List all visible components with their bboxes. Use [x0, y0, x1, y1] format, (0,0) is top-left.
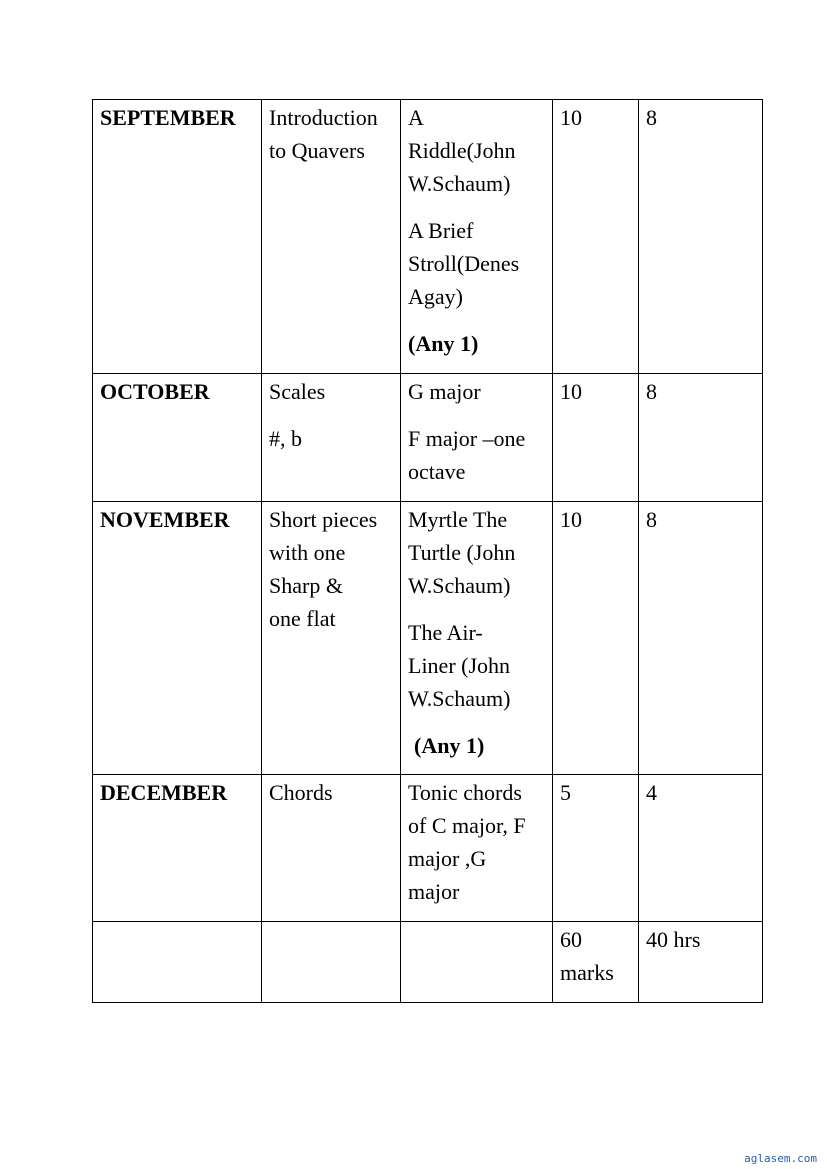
topic-cell — [262, 502, 401, 775]
hours-cell: 8 — [639, 374, 763, 502]
piece-line: octave — [408, 459, 466, 484]
piece-line: major — [408, 879, 460, 904]
month-cell: NOVEMBER — [93, 502, 262, 775]
piece-item — [408, 101, 546, 200]
topic-line: Introduction — [269, 105, 378, 130]
piece-item — [408, 375, 546, 408]
hours-cell: 4 — [639, 775, 763, 922]
any-one-note: (Any 1) — [408, 331, 479, 356]
piece-item — [408, 616, 546, 715]
table-row — [93, 374, 763, 502]
hours-cell: 8 — [639, 100, 763, 374]
topic-line: Chords — [269, 780, 333, 805]
piece-line: F major –one — [408, 426, 526, 451]
table-row — [93, 775, 763, 922]
month-cell: OCTOBER — [93, 374, 262, 502]
topic-cell — [262, 775, 401, 922]
marks-cell: 10 — [553, 100, 639, 374]
piece-item — [408, 422, 546, 488]
empty-cell — [93, 922, 262, 1003]
total-marks-line: marks — [560, 960, 614, 985]
piece-line: major ,G — [408, 846, 487, 871]
piece-line: Riddle(John — [408, 138, 516, 163]
piece-line: A Brief — [408, 218, 474, 243]
syllabus-table — [92, 99, 763, 1003]
table-row — [93, 100, 763, 374]
topic-line: to Quavers — [269, 138, 365, 163]
topic-line: #, b — [269, 426, 302, 451]
piece-line: of C major, F — [408, 813, 526, 838]
pieces-cell — [401, 374, 553, 502]
source-watermark: aglasem.com — [744, 1152, 817, 1165]
piece-line: Turtle (John — [408, 540, 516, 565]
total-hours-cell: 40 hrs — [639, 922, 763, 1003]
marks-cell: 10 — [553, 502, 639, 775]
piece-line: Liner (John — [408, 653, 511, 678]
topic-line: Sharp & — [269, 573, 343, 598]
total-marks-cell — [553, 922, 639, 1003]
empty-cell — [401, 922, 553, 1003]
pieces-cell — [401, 502, 553, 775]
piece-item — [408, 503, 546, 602]
marks-cell: 5 — [553, 775, 639, 922]
marks-cell: 10 — [553, 374, 639, 502]
topic-line: with one — [269, 540, 346, 565]
pieces-cell — [401, 100, 553, 374]
topic-line: Short pieces — [269, 507, 378, 532]
piece-line: W.Schaum) — [408, 686, 511, 711]
piece-line: The Air- — [408, 620, 483, 645]
pieces-cell — [401, 775, 553, 922]
topic-line: one flat — [269, 606, 336, 631]
piece-line: W.Schaum) — [408, 573, 511, 598]
total-marks-line: 60 — [560, 927, 582, 952]
piece-item — [408, 776, 546, 908]
any-one-note: (Any 1) — [414, 733, 485, 758]
piece-line: A — [408, 105, 424, 130]
piece-line: Agay) — [408, 284, 463, 309]
piece-line: Tonic chords — [408, 780, 522, 805]
hours-cell: 8 — [639, 502, 763, 775]
piece-item — [408, 214, 546, 313]
topic-cell — [262, 100, 401, 374]
month-cell: DECEMBER — [93, 775, 262, 922]
topic-line: Scales — [269, 379, 326, 404]
month-cell: SEPTEMBER — [93, 100, 262, 374]
empty-cell — [262, 922, 401, 1003]
piece-line: Myrtle The — [408, 507, 508, 532]
total-row — [93, 922, 763, 1003]
piece-line: Stroll(Denes — [408, 251, 520, 276]
topic-cell — [262, 374, 401, 502]
table-row — [93, 502, 763, 775]
piece-line: W.Schaum) — [408, 171, 511, 196]
piece-line: G major — [408, 379, 481, 404]
